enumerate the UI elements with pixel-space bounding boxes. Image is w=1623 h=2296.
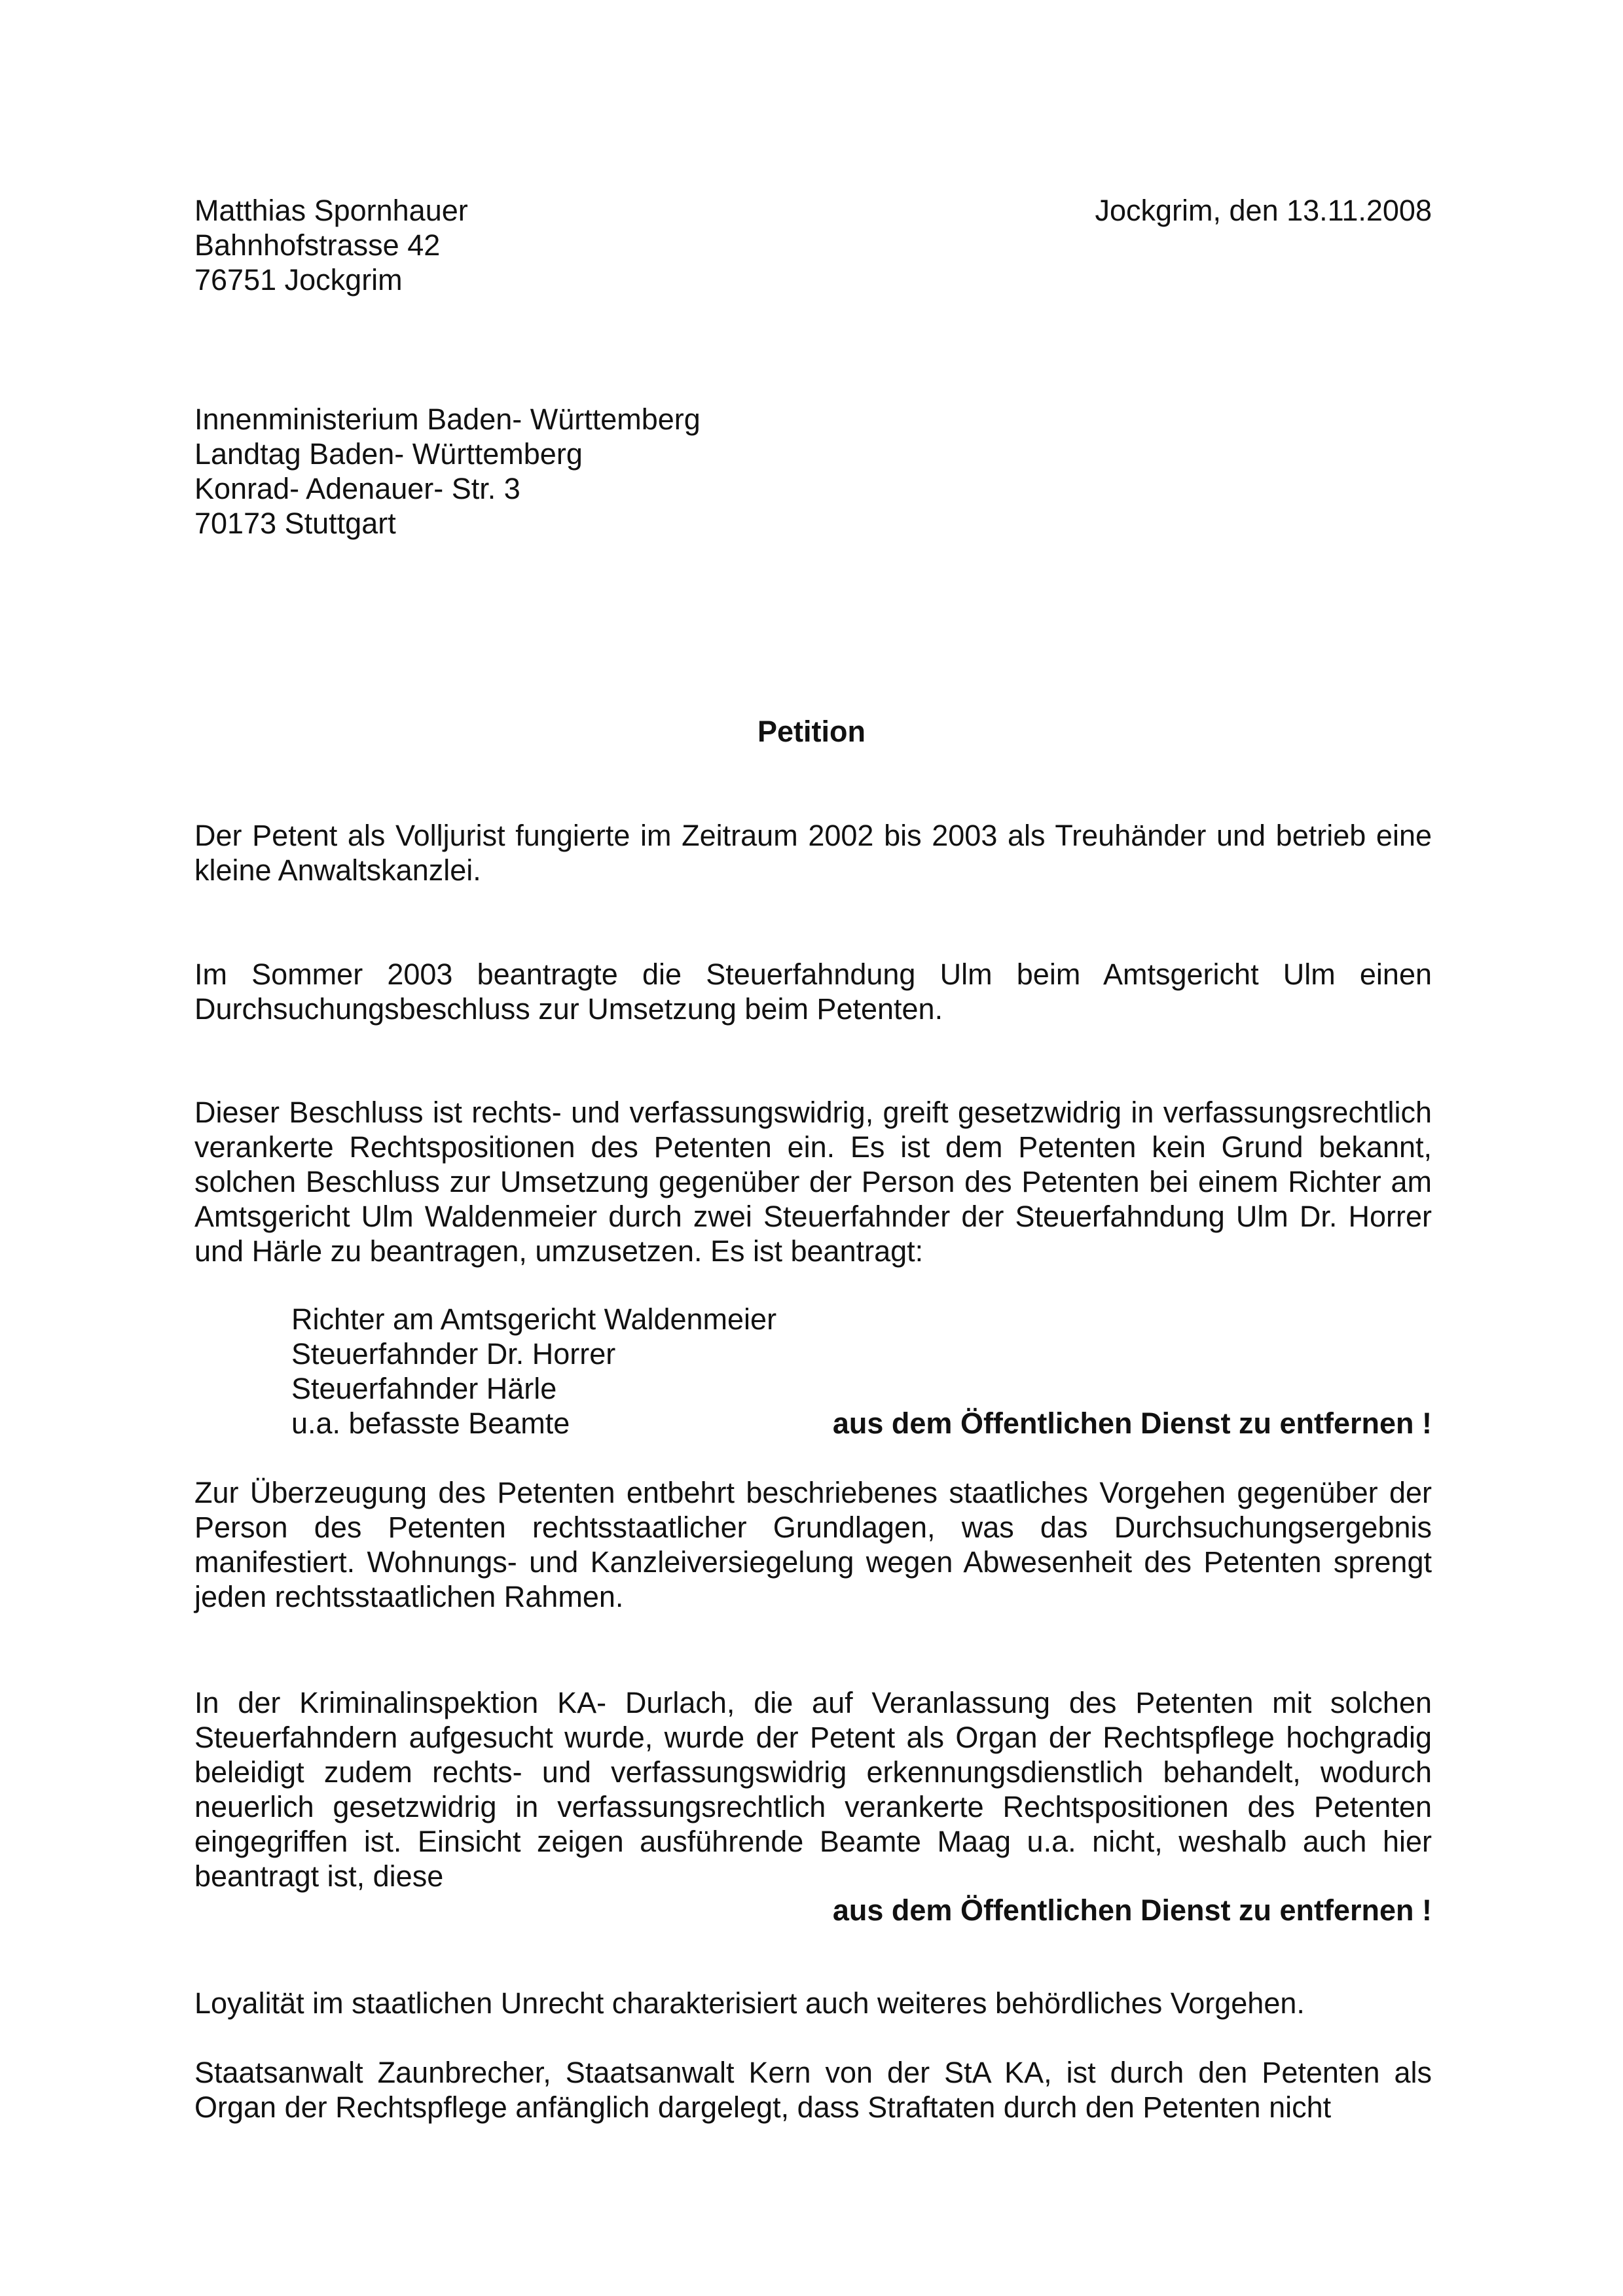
paragraph-6: Loyalität im staatlichen Unrecht charakterisiert auch weiteres behördliches Vorgehen. bbox=[194, 1986, 1305, 2020]
recipient-line-3: Konrad- Adenauer- Str. 3 bbox=[194, 472, 520, 505]
recipient-line-4: 70173 Stuttgart bbox=[194, 507, 396, 540]
sender-address bbox=[194, 193, 980, 297]
recipient-line-2: Landtag Baden- Württemberg bbox=[194, 437, 583, 471]
named-officials-list bbox=[291, 1302, 815, 1441]
sender-street: Bahnhofstrasse 42 bbox=[194, 228, 441, 262]
recipient-address bbox=[194, 402, 980, 541]
paragraph-4: Zur Überzeugung des Petenten entbehrt beschriebenes staatliches Vorgehen gegenüber der Person des Petenten rechtsstaatlicher Grundlagen, was das Durchsuchungsergebnis manifestiert. Wohnungs- und Kanzleiversiegelung wegen Abwesenheit des Petenten sprengt jeden rechtsstaatlichen Rahmen. bbox=[194, 1476, 1432, 1613]
sender-name: Matthias Spornhauer bbox=[194, 194, 468, 227]
demand-removal-1: aus dem Öffentlichen Dienst zu entfernen ! bbox=[832, 1407, 1432, 1440]
paragraph-5: In der Kriminalinspektion KA- Durlach, die auf Veranlassung des Petenten mit solchen Steuerfahndern aufgesucht wurde, wurde der Petent als Organ der Rechtspflege hochgradig beleidigt zudem rechts- und verfassungswidrig erkennungsdienstlich behandelt, wodurch neuerlich gesetzwidrig in verfassungsrechtlich verankerte Rechtspositionen des Petenten eingegriffen ist. Einsicht zeigen ausführende Beamte Maag u.a. nicht, weshalb auch hier beantragt ist, diese bbox=[194, 1686, 1432, 1893]
letter-date: Jockgrim, den 13.11.2008 bbox=[1095, 194, 1432, 227]
document-title: Petition bbox=[757, 715, 866, 748]
recipient-line-1: Innenministerium Baden- Württemberg bbox=[194, 403, 701, 436]
sender-city: 76751 Jockgrim bbox=[194, 263, 403, 296]
list-item: Richter am Amtsgericht Waldenmeier bbox=[291, 1302, 777, 1336]
paragraph-3: Dieser Beschluss ist rechts- und verfassungswidrig, greift gesetzwidrig in verfassungsrechtlich verankerte Rechtspositionen des Petenten ein. Es ist dem Petenten kein Grund bekannt, solchen Beschluss zur Umsetzung gegenüber der Person des Petenten bei einem Richter am Amtsgericht Ulm Waldenmeier durch zwei Steuerfahnder der Steuerfahndung Ulm Dr. Horrer und Härle zu beantragen, umzusetzen. Es ist beantragt: bbox=[194, 1096, 1432, 1268]
paragraph-7: Staatsanwalt Zaunbrecher, Staatsanwalt Kern von der StA KA, ist durch den Petenten als Organ der Rechtspflege anfänglich dargelegt, dass Straftaten durch den Petenten nicht bbox=[194, 2056, 1432, 2124]
list-item: u.a. befasste Beamte bbox=[291, 1407, 570, 1440]
list-item: Steuerfahnder Dr. Horrer bbox=[291, 1337, 616, 1371]
list-item: Steuerfahnder Härle bbox=[291, 1372, 557, 1405]
paragraph-1: Der Petent als Volljurist fungierte im Zeitraum 2002 bis 2003 als Treuhänder und betrieb eine kleine Anwaltskanzlei. bbox=[194, 819, 1432, 887]
paragraph-2: Im Sommer 2003 beantragte die Steuerfahndung Ulm beim Amtsgericht Ulm einen Durchsuchungsbeschluss zur Umsetzung beim Petenten. bbox=[194, 958, 1432, 1026]
demand-removal-2: aus dem Öffentlichen Dienst zu entfernen ! bbox=[832, 1893, 1432, 1927]
